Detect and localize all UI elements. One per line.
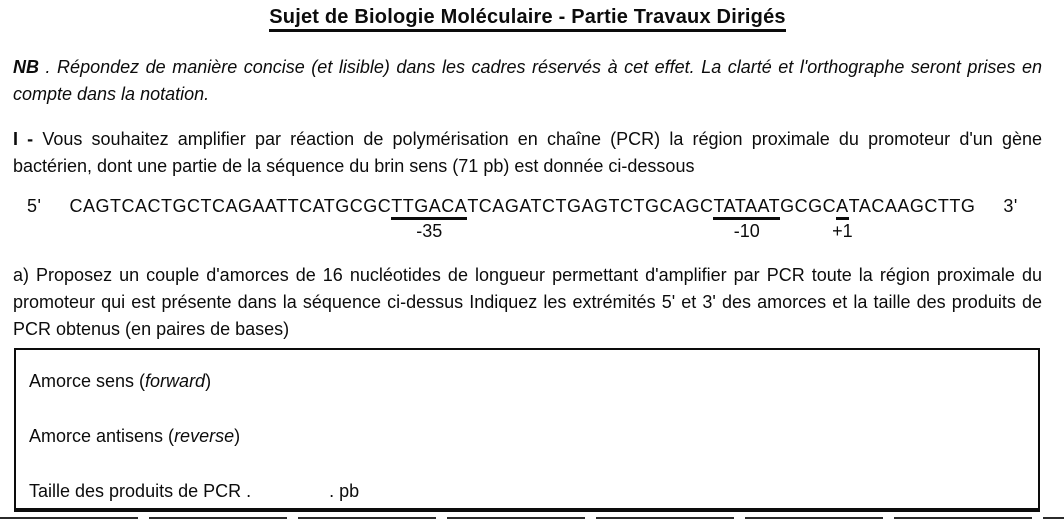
reverse-primer-row: [29, 426, 1024, 453]
sequence-segment: TCAGATCTGAGTCTGCAGC: [467, 196, 714, 216]
minus-35-label: -35: [416, 221, 443, 241]
forward-primer-row: [29, 371, 1024, 398]
three-prime-end: 3': [1003, 196, 1018, 216]
five-prime-end: 5': [27, 196, 42, 216]
minus-10-sequence: TATAAT: [713, 196, 781, 216]
forward-primer-answer-area[interactable]: [211, 371, 1024, 398]
sequence-segment: CAGTCACTGCTCAGAATTCATGCGC: [69, 196, 392, 216]
minus-10-label: -10: [733, 221, 760, 241]
nb-note: [13, 54, 1042, 108]
plus-1-label: +1: [832, 221, 853, 241]
minus-35-sequence: TTGACA: [391, 196, 468, 216]
dna-sequence-line: [13, 196, 1042, 242]
reverse-primer-label-close: ): [234, 426, 241, 446]
sequence-segment: GCGC: [780, 196, 837, 216]
reverse-primer-label-italic: reverse: [174, 426, 235, 446]
question-1-text: Vous souhaitez amplifier par réaction de polymérisation en chaîne (PCR) la région proximale du promoteur d'un gène bactérien, dont une partie de la séquence du brin sens (71 pb) est donnée ci-dessous: [13, 129, 1043, 176]
document-title-row: [13, 6, 1042, 32]
question-1-intro: [13, 126, 1042, 180]
question-a: a) Proposez un couple d'amorces de 16 nucléotides de longueur permettant d'amplifier par PCR toute la région proximale du promoteur qui est présente dans la séquence ci-dessus Indiquez les extrémités 5' et 3' des amorces et la taille des produits de PCR obtenus (en paires de bases): [13, 265, 1042, 339]
nb-label: NB: [13, 57, 39, 77]
forward-primer-label-close: ): [205, 371, 212, 391]
answer-box: [14, 348, 1040, 512]
scan-artifact-line: [0, 517, 1064, 519]
pcr-size-answer-area[interactable]: [359, 481, 1024, 508]
reverse-primer-answer-area[interactable]: [240, 426, 1024, 453]
minus-35-box: [391, 196, 468, 241]
forward-primer-label: Amorce sens (: [29, 371, 146, 391]
nb-note-text: . Répondez de manière concise (et lisible) dans les cadres réservés à cet effet. La clarté et l'orthographe seront prises en compte dans la notation.: [13, 57, 1042, 104]
plus-1-site: [832, 196, 853, 241]
reverse-primer-label: Amorce antisens (: [29, 426, 175, 446]
sequence-segment: TACAAGCTTG: [848, 196, 976, 216]
question-1-number: I -: [13, 129, 34, 149]
pcr-size-label: Taille des produits de PCR .: [29, 481, 252, 501]
pcr-size-row: [29, 481, 1024, 508]
plus-1-sequence: A: [836, 196, 849, 216]
document-title: Sujet de Biologie Moléculaire - Partie Travaux Dirigés: [269, 6, 786, 32]
pcr-size-unit: . pb: [329, 481, 360, 501]
minus-10-box: [713, 196, 781, 241]
forward-primer-label-italic: forward: [145, 371, 206, 391]
